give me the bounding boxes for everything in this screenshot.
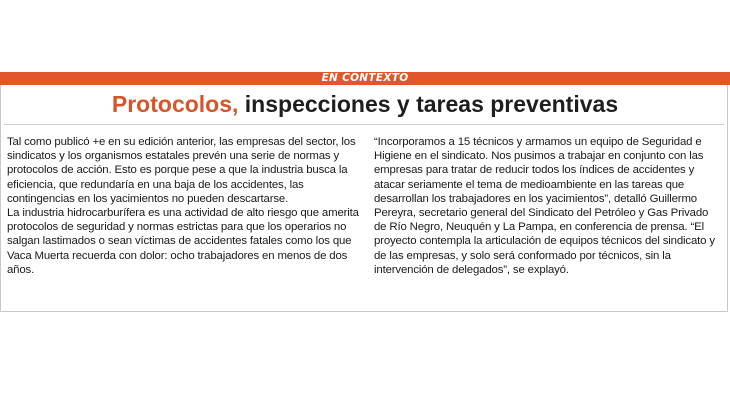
headline-accent: Protocolos, [111,91,239,117]
headline-rest: inspecciones y tareas preventivas [238,91,619,117]
headline-divider [4,124,724,125]
left-paragraph-2: La industria hidrocarburífera es una actividad de alto riesgo que amerita protocolos de seguridad y normas estrictas para que los operarios no salgan lastimados o sean víctimas de accidentes fatales como los que Vaca Muerta recuerda con dolor: ocho trabajadores en menos de dos años. [7,207,359,276]
right-paragraph-1: “Incorporamos a 15 técnicos y armamos un equipo de Seguridad e Higiene en el sindicato. Nos pusimos a trabajar en conjunto con las empresas para tratar de reducir todos los índices de accidentes y atacar seriamente el tema de medioambiente en las tareas que desarrollan los trabajadores en los yacimientos”, detalló Guillermo Pereyra, secretario general del Sindicato del Petróleo y Gas Privado de Río Negro, Neuquén y La Pampa, en conferencia de prensa. “El proyecto contempla la articulación de equipos técnicos del sindicato y de las empresas, y solo será conformado por técnicos, sin la intervención de delegados”, se explayó. [374,136,715,276]
right-column [374,135,719,277]
left-column [7,135,359,277]
section-label: EN CONTEXTO [0,72,730,85]
left-paragraph-1: Tal como publicó +e en su edición anterior, las empresas del sector, los sindicatos y los organismos estatales prevén una serie de normas y protocolos de acción. Esto es porque pese a que la industria busca la eficiencia, que redundaría en una baja de los accidentes, las contingencias en los yacimientos no pueden descartarse. [7,136,356,205]
headline [0,90,730,118]
